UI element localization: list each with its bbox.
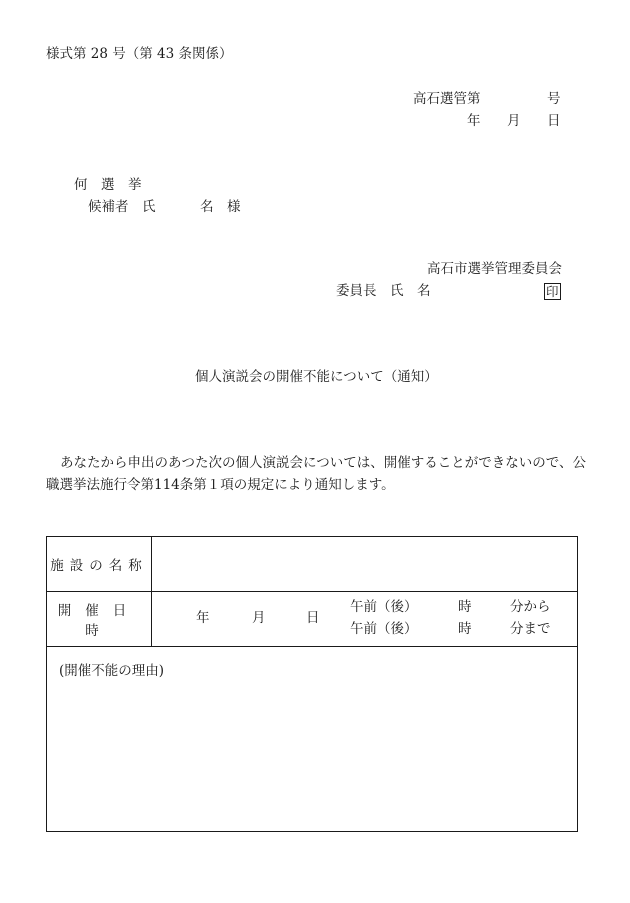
document-title: 個人演説会の開催不能について（通知） [195, 369, 438, 385]
datetime-row [47, 592, 578, 647]
date-year: 年 [467, 113, 481, 129]
seal-mark: 印 [546, 284, 559, 299]
date-month: 月 [507, 113, 521, 129]
chair-label: 委員長 氏 名 [336, 283, 431, 299]
dt-start-from: 分から [510, 599, 551, 615]
election-label: 何 選 挙 [74, 177, 142, 193]
doc-number-prefix: 高石選管第 [413, 91, 481, 107]
facility-row [47, 537, 578, 592]
datetime-label: 開催日時 [47, 592, 152, 647]
facility-value-cell [152, 537, 578, 592]
facility-label: 施設の名称 [47, 537, 152, 592]
reason-row [47, 647, 578, 832]
datetime-value-cell [152, 592, 578, 647]
body-line-1: あなたから申出のあつた次の個人演説会については、開催することができないので、公 [60, 455, 586, 471]
date-day: 日 [547, 113, 561, 129]
candidate-label: 候補者 氏 [88, 199, 156, 215]
dt-end-until: 分まで [510, 621, 551, 637]
form-number: 様式第 28 号（第 43 条関係） [46, 46, 233, 62]
dt-start-ampm: 午前（後） [350, 599, 418, 615]
dt-day: 日 [306, 610, 320, 626]
candidate-name-label: 名 様 [200, 199, 241, 215]
reason-label: (開催不能の理由) [59, 663, 165, 679]
dt-month: 月 [252, 610, 266, 626]
reason-cell [47, 647, 578, 832]
dt-year: 年 [196, 610, 210, 626]
body-line-2: 職選挙法施行令第114条第１項の規定により通知します。 [46, 477, 395, 493]
doc-number-suffix: 号 [547, 91, 561, 107]
dt-end-hour: 時 [458, 621, 472, 637]
dt-start-hour: 時 [458, 599, 472, 615]
dt-end-ampm: 午前（後） [350, 621, 418, 637]
event-table [46, 536, 578, 832]
issuer-org: 高石市選挙管理委員会 [427, 261, 562, 277]
